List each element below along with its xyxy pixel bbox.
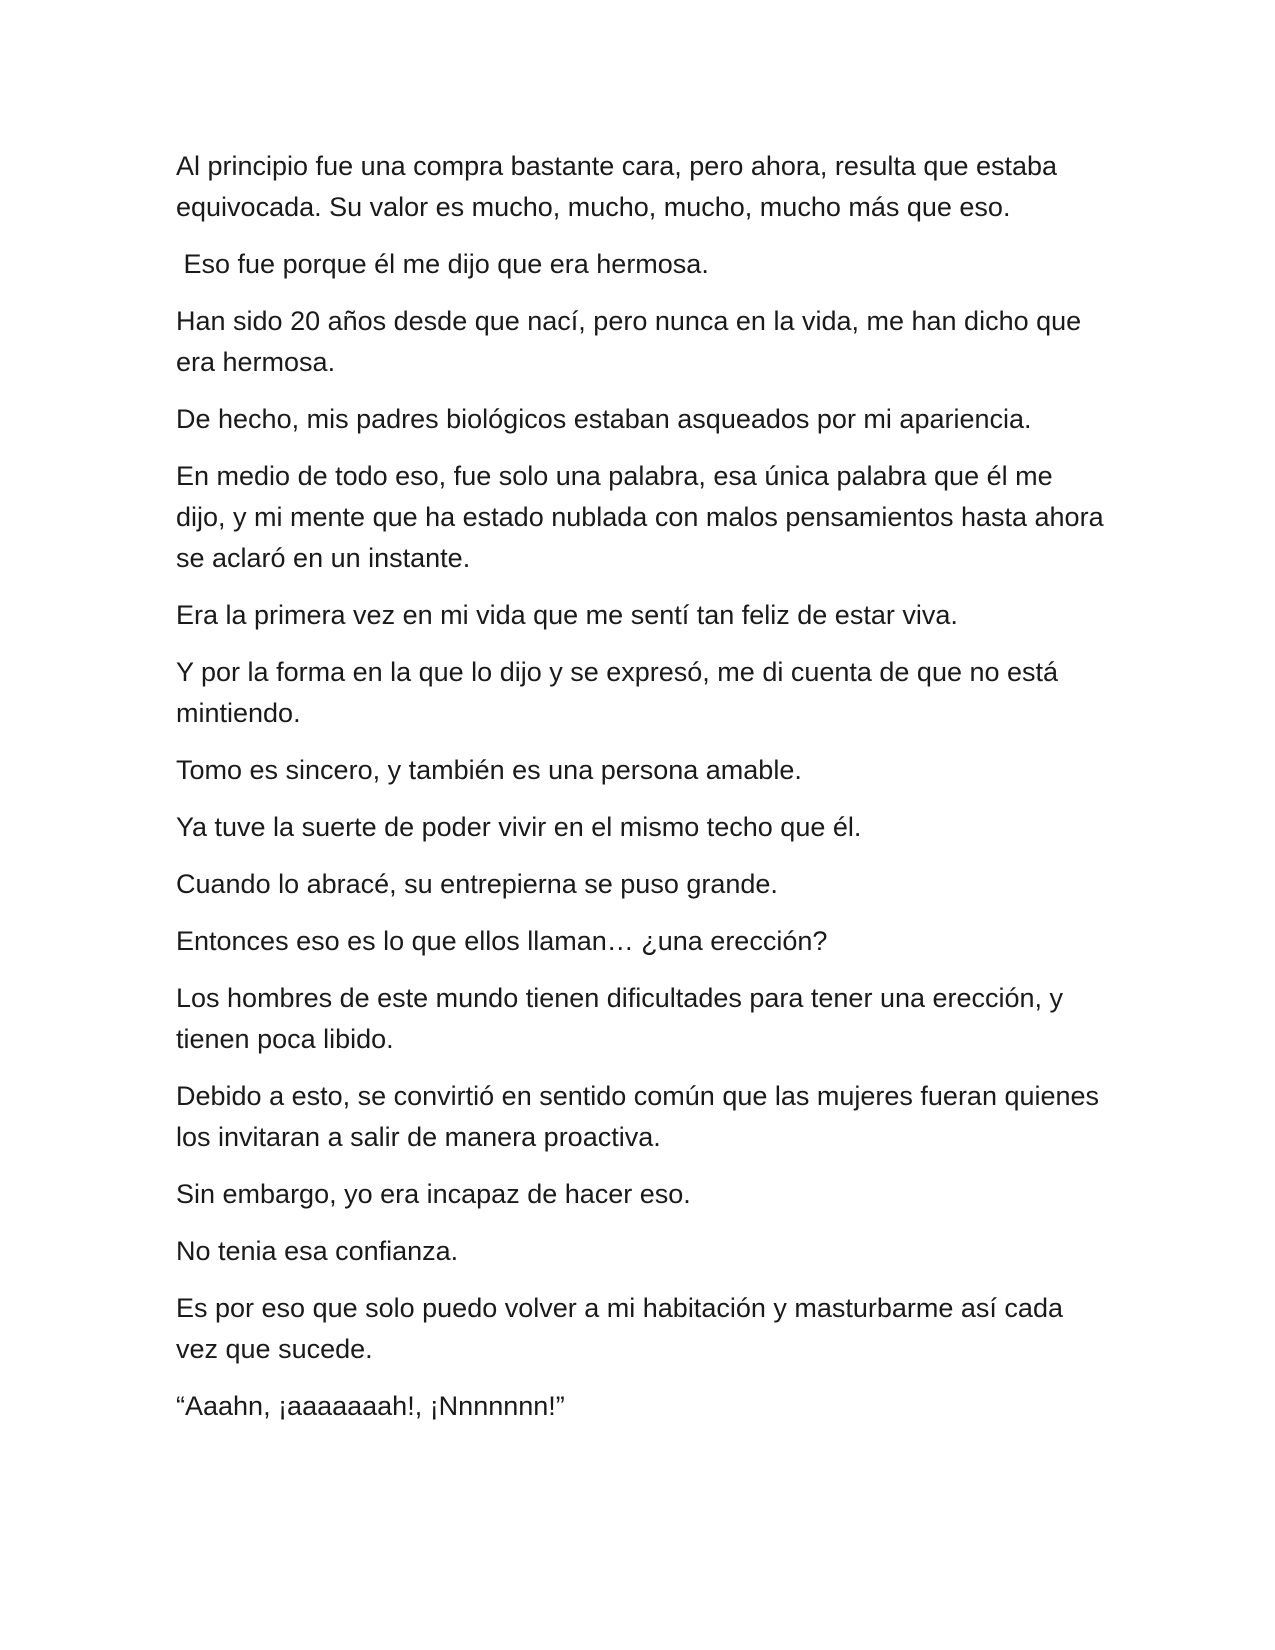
paragraph: Debido a esto, se convirtió en sentido común que las mujeres fueran quienes los invitaran a salir de manera proactiva. xyxy=(176,1081,1107,1152)
paragraph: Han sido 20 años desde que nací, pero nunca en la vida, me han dicho que era hermosa. xyxy=(176,306,1089,377)
paragraph: No tenia esa confianza. xyxy=(176,1236,459,1266)
paragraph: Es por eso que solo puedo volver a mi habitación y masturbarme así cada vez que sucede. xyxy=(176,1293,1071,1364)
document-body xyxy=(176,146,1112,1443)
paragraph: Eso fue porque él me dijo que era hermosa. xyxy=(176,249,709,279)
paragraph: Y por la forma en la que lo dijo y se expresó, me di cuenta de que no está mintiendo. xyxy=(176,657,1066,728)
paragraph: Entonces eso es lo que ellos llaman… ¿una erección? xyxy=(176,926,828,956)
paragraph: Cuando lo abracé, su entrepierna se puso grande. xyxy=(176,869,778,899)
paragraph: Sin embargo, yo era incapaz de hacer eso. xyxy=(176,1179,691,1209)
paragraph: “Aaahn, ¡aaaaaaah!, ¡Nnnnnnn!” xyxy=(176,1391,565,1421)
paragraph: Ya tuve la suerte de poder vivir en el mismo techo que él. xyxy=(176,812,862,842)
paragraph: En medio de todo eso, fue solo una palabra, esa única palabra que él me dijo, y mi mente que ha estado nublada con malos pensamientos hasta ahora se aclaró en un instante. xyxy=(176,461,1112,573)
paragraph: Era la primera vez en mi vida que me sentí tan feliz de estar viva. xyxy=(176,600,958,630)
paragraph: De hecho, mis padres biológicos estaban asqueados por mi apariencia. xyxy=(176,404,1032,434)
paragraph: Los hombres de este mundo tienen dificultades para tener una erección, y tienen poca libido. xyxy=(176,983,1071,1054)
paragraph: Al principio fue una compra bastante cara, pero ahora, resulta que estaba equivocada. Su valor es mucho, mucho, mucho, mucho más que eso. xyxy=(176,151,1065,222)
paragraph: Tomo es sincero, y también es una persona amable. xyxy=(176,755,802,785)
